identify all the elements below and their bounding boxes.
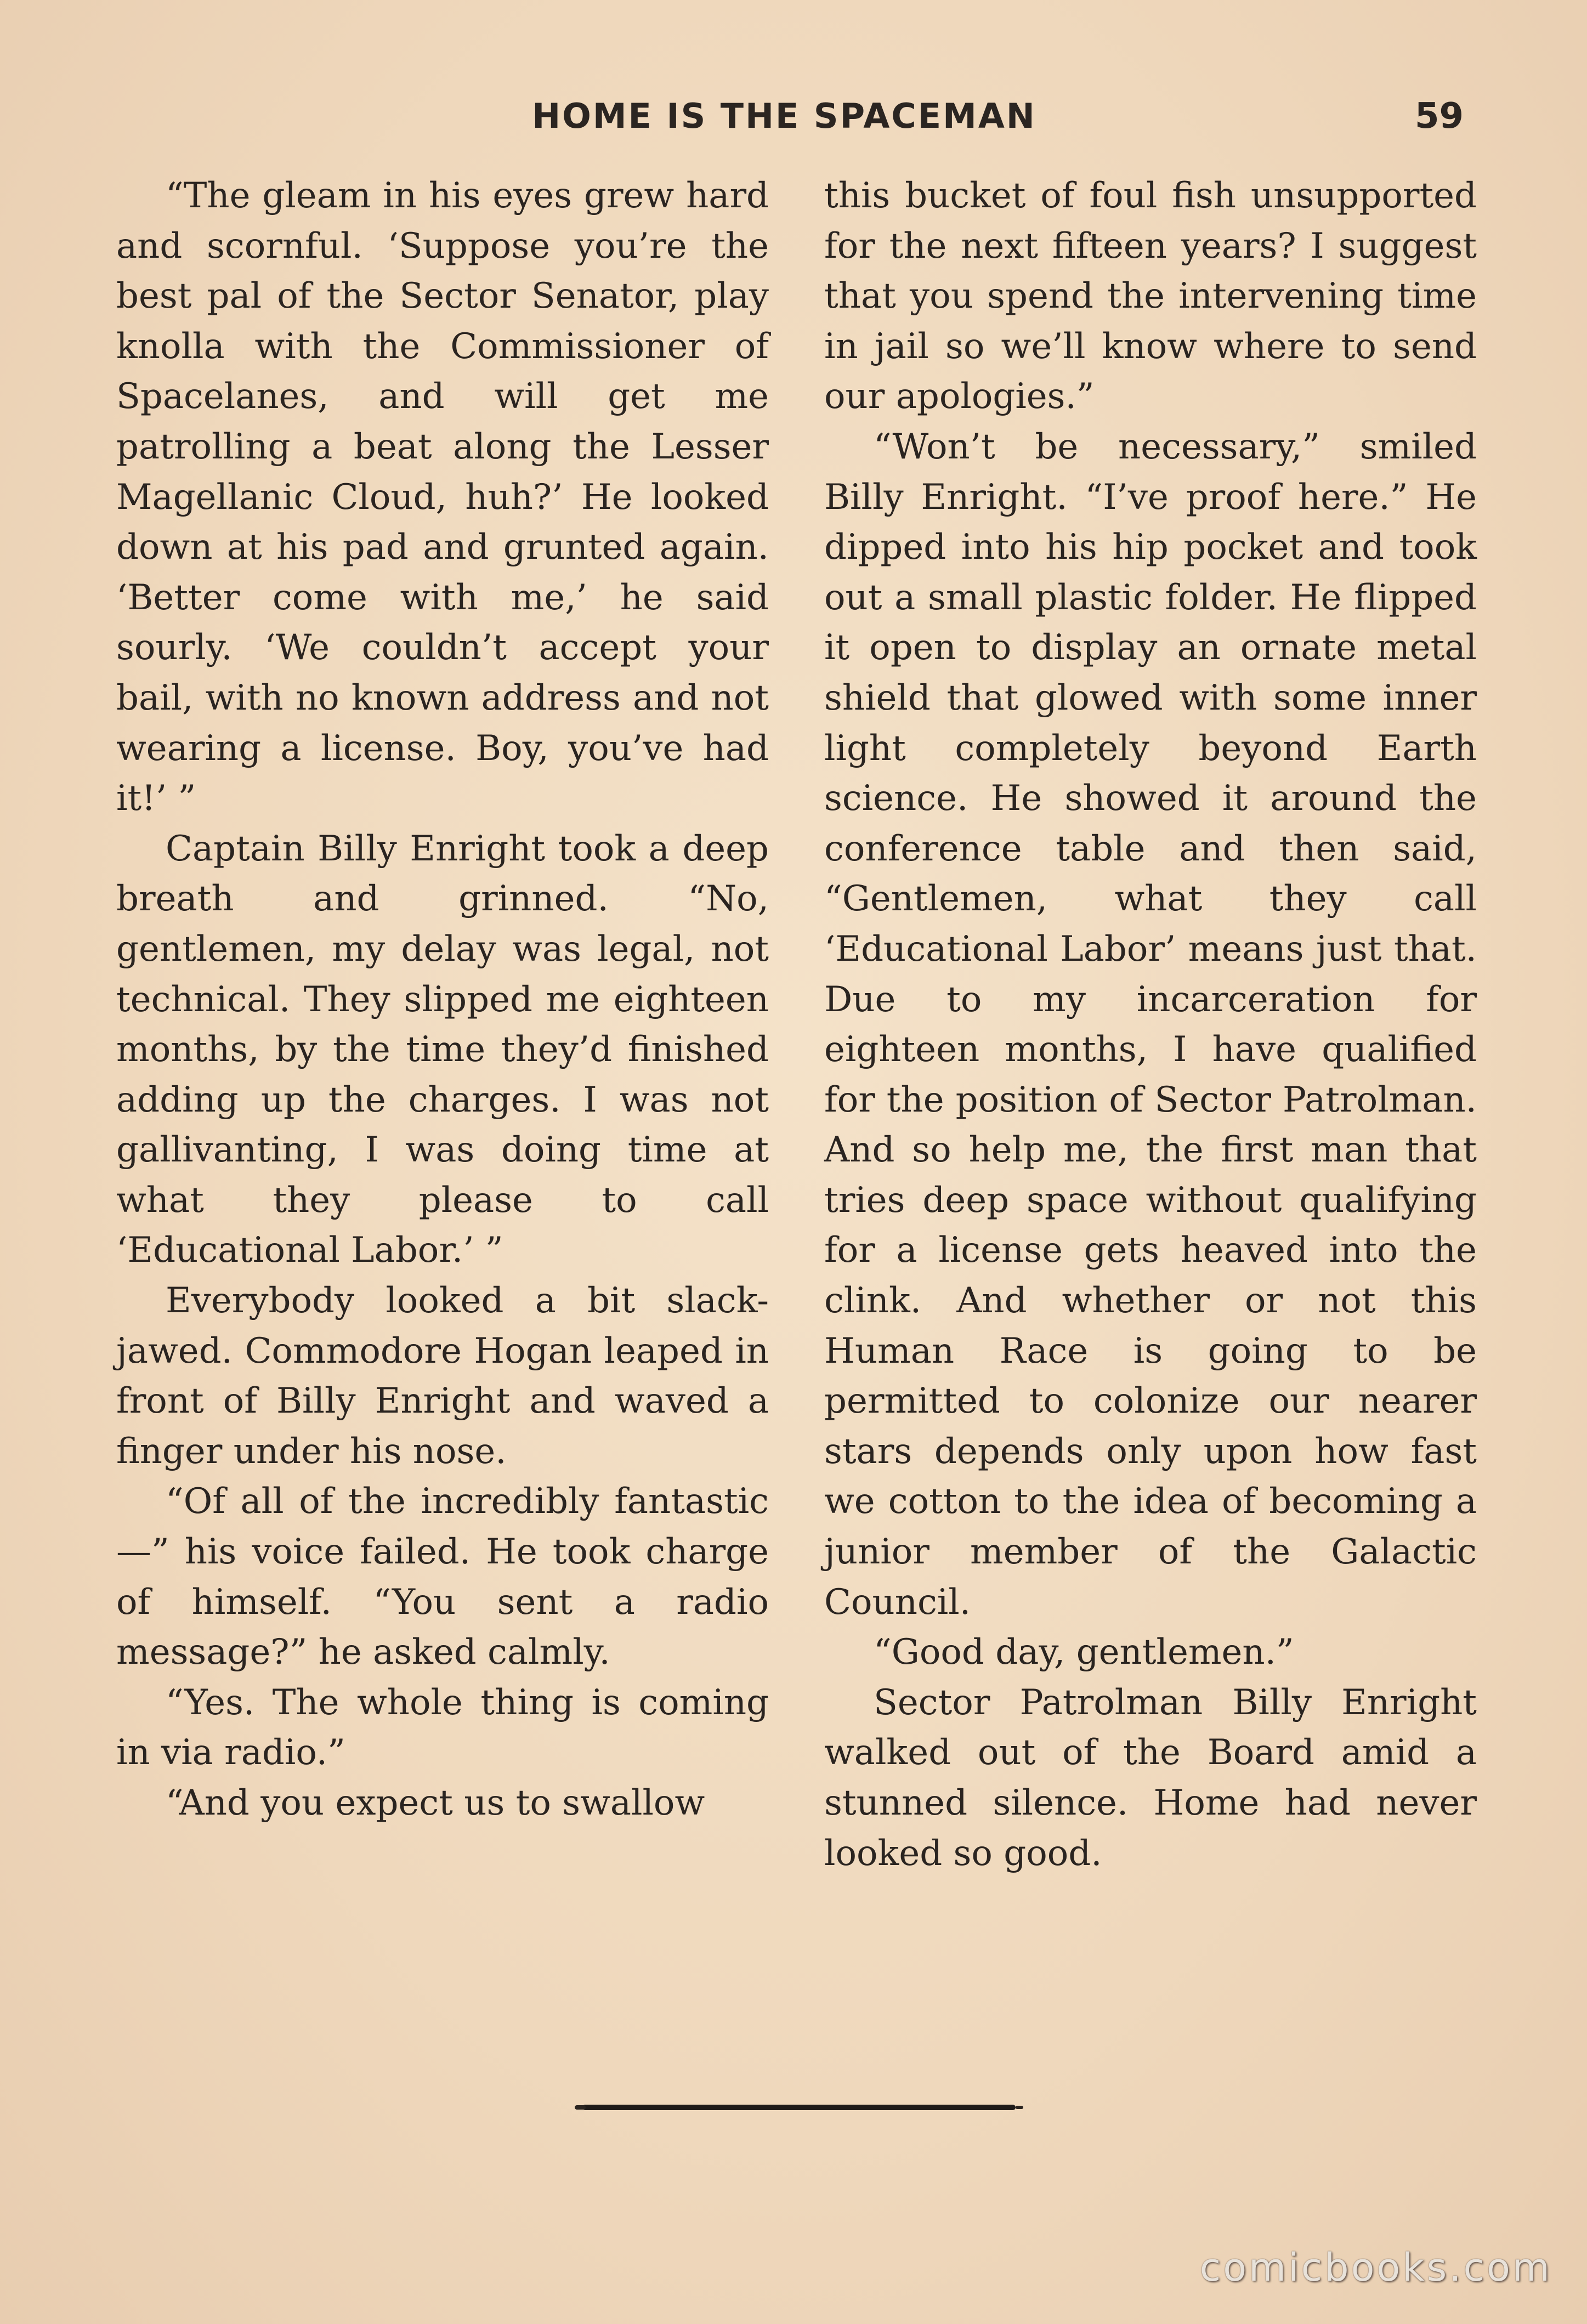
paragraph: this bucket of foul fish unsupported for the next fifteen years? I suggest that you spend the intervening time in jail so we’ll know where to send our apologies.” <box>824 175 1477 417</box>
running-head <box>0 96 1587 151</box>
paragraph: “Of all of the incredibly fantastic—” his voice failed. He took charge of himself. “You sent a radio message?” he asked calmly. <box>116 1481 769 1673</box>
running-title: HOME IS THE SPACEMAN <box>532 96 1036 136</box>
paragraph: Everybody looked a bit slack-jawed. Commodore Hogan leaped in front of Billy Enright and waved a finger under his nose. <box>116 1280 769 1472</box>
paragraph: “Yes. The whole thing is coming in via radio.” <box>116 1682 769 1773</box>
paragraph: Sector Patrolman Billy Enright walked out of the Board amid a stunned silence. Home had never looked so good. <box>824 1682 1477 1874</box>
left-column <box>116 171 769 1829</box>
paragraph: “Good day, gentlemen.” <box>874 1632 1294 1673</box>
watermark: comicbooks.com <box>1199 2245 1552 2290</box>
page-number: 59 <box>1415 96 1464 137</box>
right-column <box>824 171 1477 1879</box>
paragraph: Captain Billy Enright took a deep breath and grinned. “No, gentlemen, my delay was legal, not technical. They slipped me eighteen months, by the time they’d finished adding up the charges. I was not gallivanting, I was doing time at what they please to call ‘Educational Labor.’ ” <box>116 828 769 1271</box>
end-of-story-rule <box>582 2105 1016 2110</box>
paragraph: “Won’t be necessary,” smiled Billy Enright. “I’ve proof here.” He dipped into his hip pocket and took out a small plastic folder. He flipped it open to display an ornate metal shield that glowed with some inner light completely beyond Earth science. He showed it around the conference table and then said, “Gentlemen, what they call ‘Educational Labor’ means just that. Due to my incarceration for eighteen months, I have qualified for the position of Sector Patrolman. And so help me, the first man that tries deep space without qualifying for a license gets heaved into the clink. And whether or not this Human Race is going to be permitted to colonize our nearer stars depends only upon how fast we cotton to the idea of becoming a junior member of the Galactic Council. <box>824 426 1477 1623</box>
paragraph: “The gleam in his eyes grew hard and scornful. ‘Suppose you’re the best pal of the Sector Senator, play knolla with the Commissioner of Spacelanes, and will get me patrolling a beat along the Lesser Magellanic Cloud, huh?’ He looked down at his pad and grunted again. ‘Better come with me,’ he said sourly. ‘We couldn’t accept your bail, with no known address and not wearing a license. Boy, you’ve had it!’ ” <box>116 175 769 819</box>
paragraph: “And you expect us to swallow <box>166 1783 705 1823</box>
